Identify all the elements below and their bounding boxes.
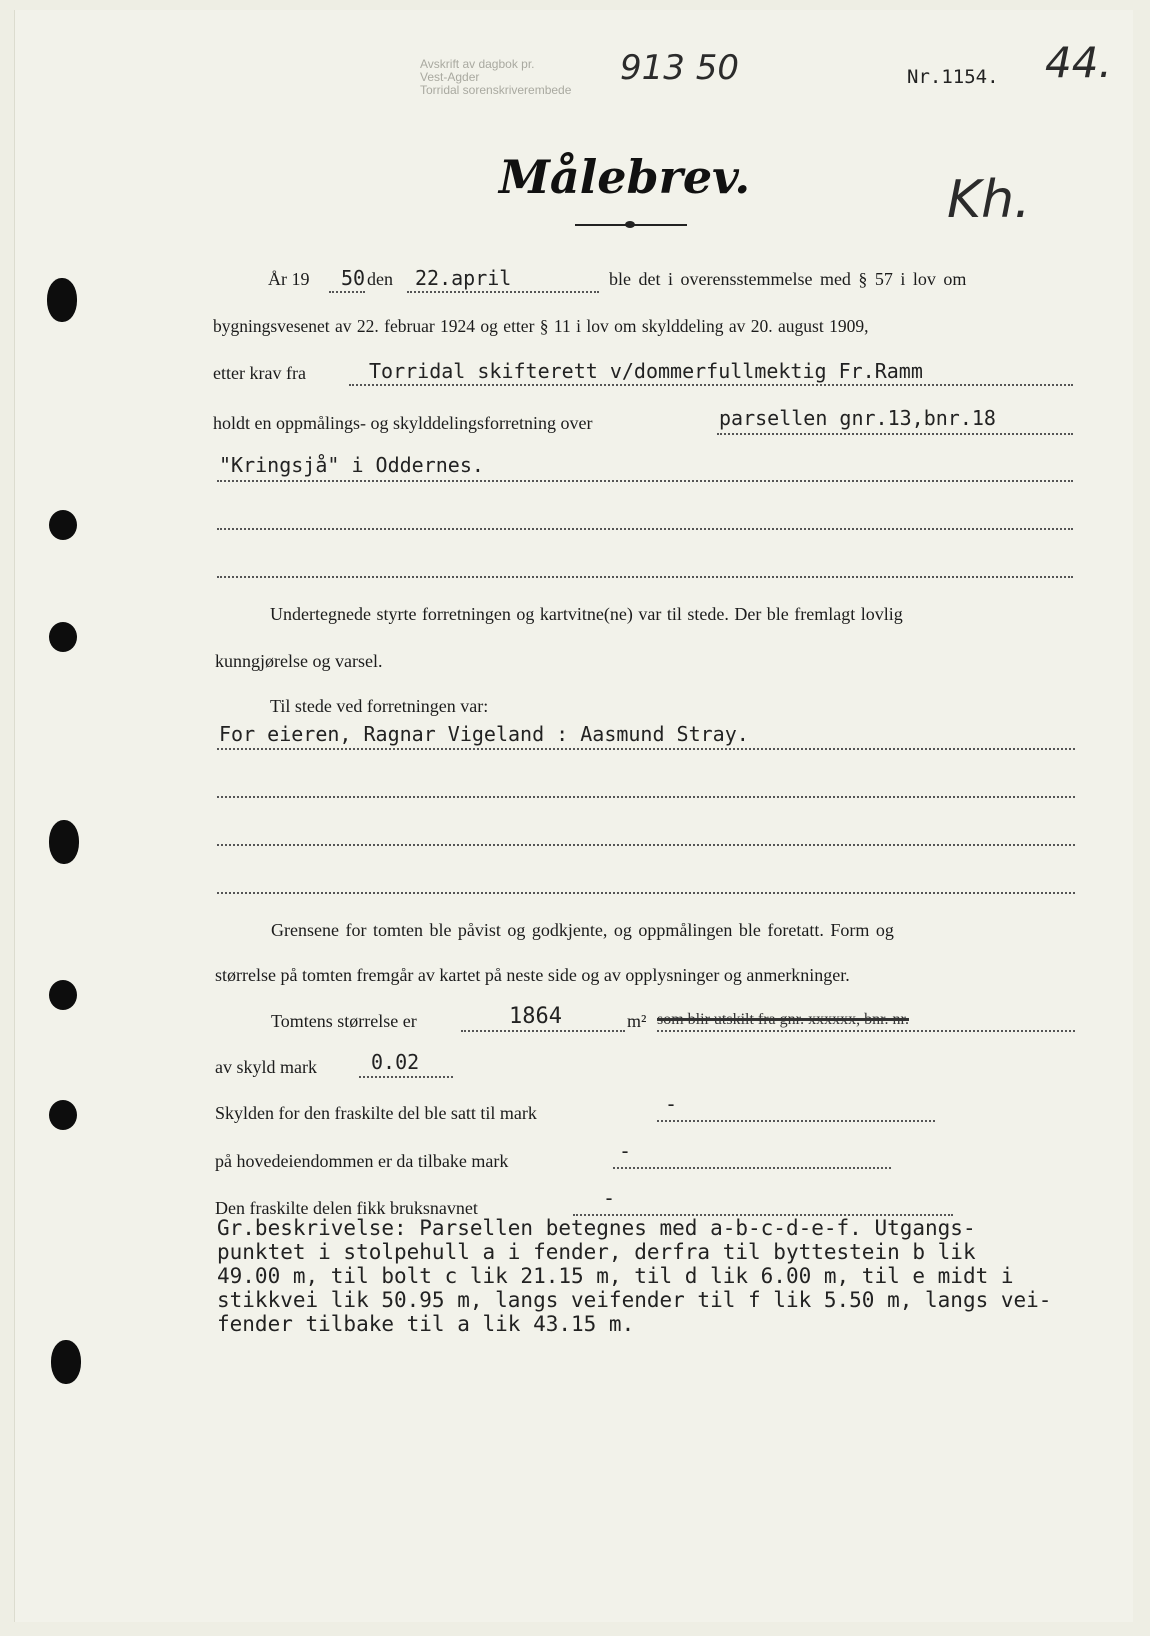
stamp xyxy=(420,58,571,97)
holdt-value: parsellen gnr.13,bnr.18 xyxy=(719,406,996,430)
blank-line xyxy=(217,892,1075,894)
hoved-dots xyxy=(613,1167,891,1169)
punch-hole xyxy=(49,820,79,864)
stamp-line: Vest-Agder xyxy=(420,70,480,84)
present-dots xyxy=(217,748,1075,750)
size-unit: m² xyxy=(627,1011,647,1031)
year-prefix: År 19 xyxy=(268,269,310,289)
punch-hole xyxy=(49,1100,77,1130)
punch-hole xyxy=(49,510,77,540)
date-value: 22.april xyxy=(415,266,512,290)
krav-label: etter krav fra xyxy=(213,363,306,383)
bruksnavn-value: - xyxy=(603,1186,616,1210)
hoved-label: på hovedeiendommen er da tilbake mark xyxy=(215,1151,509,1171)
initials-signature: Kh. xyxy=(947,170,1031,230)
date-dots xyxy=(407,291,599,293)
paper-sheet xyxy=(14,10,1133,1622)
witness-line2: kunngjørelse og varsel. xyxy=(215,651,383,671)
punch-hole xyxy=(49,622,77,652)
blank-line xyxy=(217,576,1073,578)
fraskilte-value: - xyxy=(665,1092,678,1116)
title-rule-dot xyxy=(625,221,635,228)
description-line: Gr.beskrivelse: Parsellen betegnes med a-b-c-d-e-f. Utgangs- xyxy=(217,1216,976,1240)
boundaries-line1: Grensene for tomten ble påvist og godkjente, og oppmålingen ble foretatt. Form og xyxy=(271,920,894,940)
witness-line1: Undertegnede styrte forretningen og kartvitne(ne) var til stede. Der ble fremlagt lovlig xyxy=(270,604,903,624)
den-label: den xyxy=(367,269,393,289)
description-line: 49.00 m, til bolt c lik 21.15 m, til d lik 6.00 m, til e midt i xyxy=(217,1264,1014,1288)
size-label: Tomtens størrelse er xyxy=(271,1011,417,1031)
size-struck-text: som blir utskilt fra gnr. xxxxxx, bnr. nr. xyxy=(657,1011,909,1028)
blank-line xyxy=(217,528,1073,530)
blank-line xyxy=(217,796,1075,798)
punch-hole xyxy=(47,278,77,322)
holdt-dots xyxy=(717,433,1073,435)
intro-line2: bygningsvesenet av 22. februar 1924 og etter § 11 i lov om skylddeling av 20. august 1909, xyxy=(213,316,869,336)
boundaries-line2: størrelse på tomten fremgår av kartet på neste side og av opplysninger og anmerkninger. xyxy=(215,965,850,985)
stamp-line: Avskrift av dagbok pr. xyxy=(420,57,535,71)
holdt-label: holdt en oppmålings- og skylddelingsforretning over xyxy=(213,413,593,433)
property-dots xyxy=(217,480,1073,482)
description-line: punktet i stolpehull a i fender, derfra til byttestein b lik xyxy=(217,1240,976,1264)
document-number: Nr.1154. xyxy=(907,66,999,88)
krav-value: Torridal skifterett v/dommerfullmektig Fr.Ramm xyxy=(369,359,923,383)
punch-hole xyxy=(49,980,77,1010)
size-struck-dots xyxy=(657,1030,1075,1032)
size-dots xyxy=(461,1030,625,1032)
year-value: 50 xyxy=(341,266,366,290)
intro-line1-rest: ble det i overensstemmelse med § 57 i lov om xyxy=(609,269,967,289)
hoved-value: - xyxy=(619,1139,632,1163)
bruksnavn-label: Den fraskilte delen fikk bruksnavnet xyxy=(215,1198,478,1218)
skyld-value: 0.02 xyxy=(371,1050,420,1074)
fraskilte-dots xyxy=(657,1120,935,1122)
handwritten-reference: 913 50 xyxy=(620,48,739,88)
page-title: Målebrev. xyxy=(499,150,751,204)
description-line: stikkvei lik 50.95 m, langs veifender til f lik 5.50 m, langs vei- xyxy=(217,1288,1052,1312)
page-number: 44. xyxy=(1045,38,1112,87)
blank-line xyxy=(217,844,1075,846)
krav-dots xyxy=(349,384,1073,386)
stamp-line: Torridal sorenskriverembede xyxy=(420,83,572,97)
size-value: 1864 xyxy=(509,1004,562,1029)
skyld-dots xyxy=(359,1076,453,1078)
property-value: "Kringsjå" i Oddernes. xyxy=(219,453,484,477)
description-line: fender tilbake til a lik 43.15 m. xyxy=(217,1312,635,1336)
skyld-label: av skyld mark xyxy=(215,1057,317,1077)
punch-hole xyxy=(51,1340,81,1384)
present-label: Til stede ved forretningen var: xyxy=(270,696,489,716)
present-value: For eieren, Ragnar Vigeland : Aasmund Stray. xyxy=(219,722,749,746)
year-dots xyxy=(329,291,365,293)
fraskilte-label: Skylden for den fraskilte del ble satt til mark xyxy=(215,1103,537,1123)
